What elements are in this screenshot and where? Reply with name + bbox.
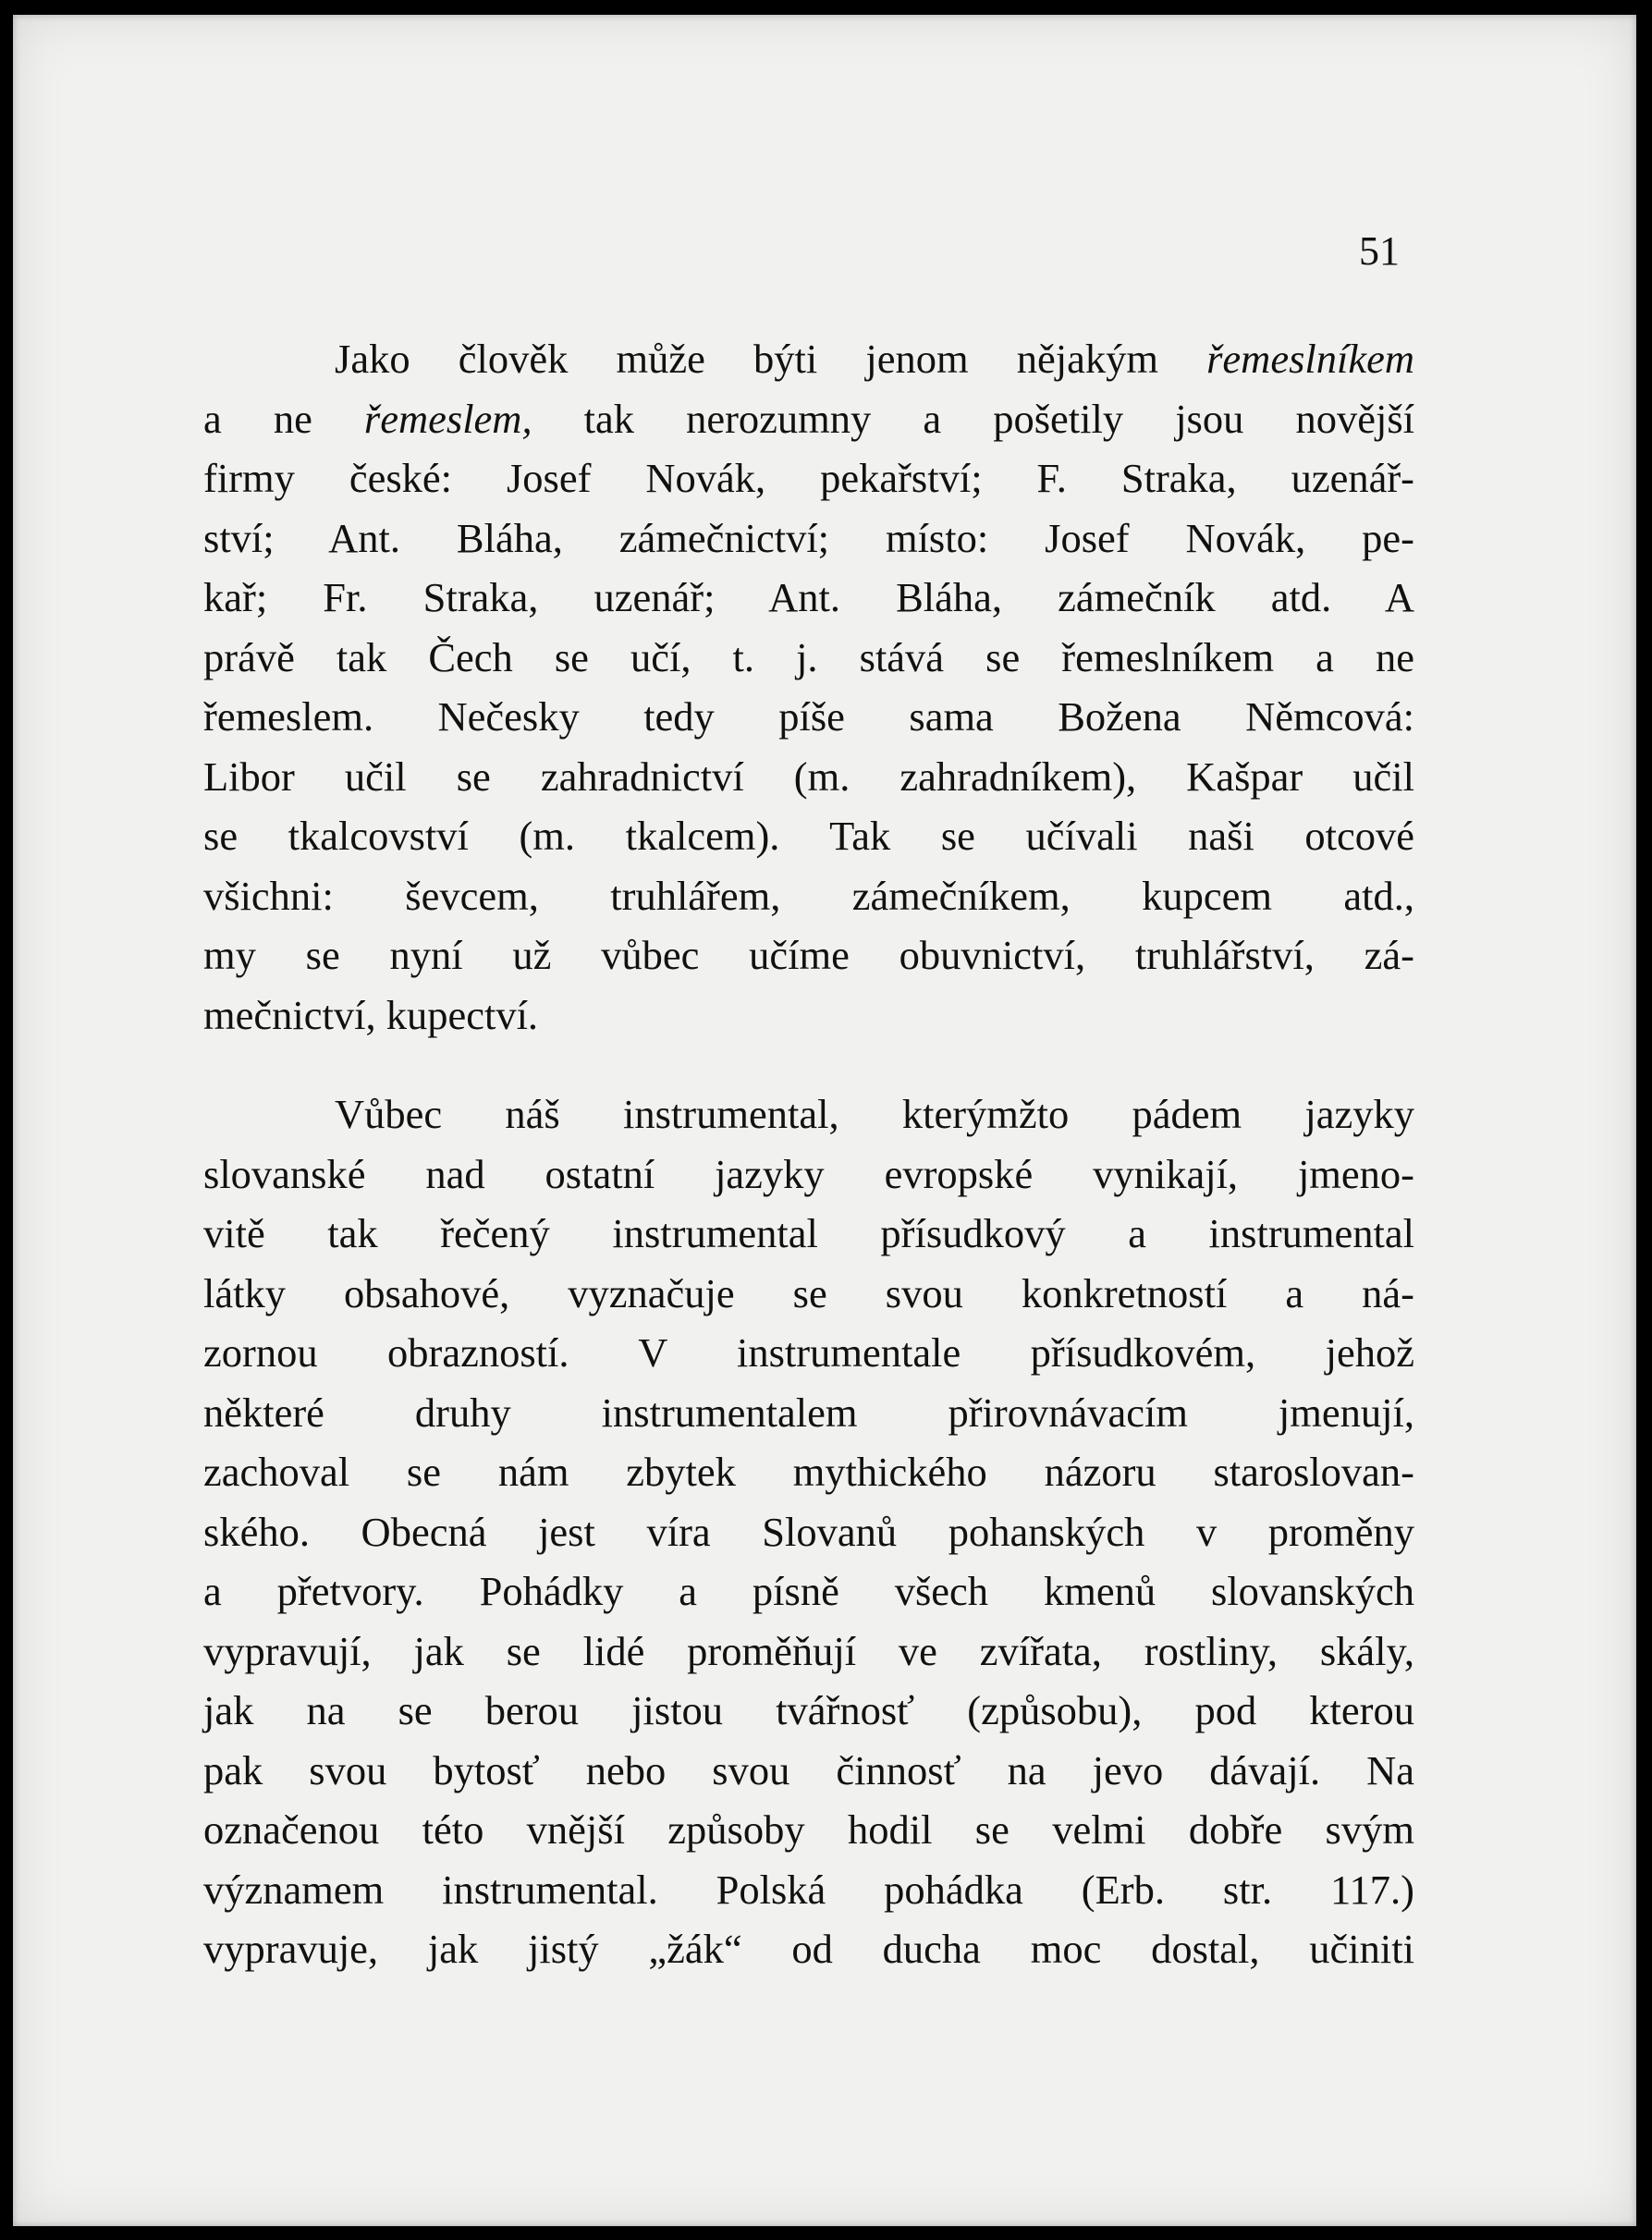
text-line: vypravují, jak se lidé proměňují ve zvířata, rostliny, skály, <box>203 1627 1414 1674</box>
text-line: ství; Ant. Bláha, zámečnictví; místo: Josef Novák, pe- <box>203 514 1414 561</box>
text-line: Jako člověk může býti jenom nějakým řemeslníkem <box>335 336 1414 382</box>
text-line: a ne řemeslem, tak nerozumny a pošetily jsou novější <box>203 395 1414 442</box>
text-line: a přetvory. Pohádky a písně všech kmenů slovanských <box>203 1568 1414 1614</box>
text-line: pak svou bytosť nebo svou činnosť na jevo dávají. Na <box>203 1746 1414 1793</box>
text-line: zornou obrazností. V instrumentale přísudkovém, jehož <box>203 1329 1414 1376</box>
text-line: mečnictví, kupectví. <box>203 991 539 1038</box>
text-line: Libor učil se zahradnictví (m. zahradníkem), Kašpar učil <box>203 753 1414 800</box>
text-line: látky obsahové, vyznačuje se svou konkretností a ná- <box>203 1269 1414 1316</box>
book-page <box>13 15 1636 2226</box>
text-line: významem instrumental. Polská pohádka (Erb. str. 117.) <box>203 1866 1414 1913</box>
text-line: vitě tak řečený instrumental přísudkový a instrumental <box>203 1210 1414 1256</box>
text-line: se tkalcovství (m. tkalcem). Tak se učívali naši otcové <box>203 813 1414 859</box>
text-line: řemeslem. Nečesky tedy píše sama Božena Němcová: <box>203 693 1414 740</box>
scan-edge-mark <box>0 2043 13 2060</box>
text-line: ského. Obecná jest víra Slovanů pohanských v proměny <box>203 1508 1414 1555</box>
scan-edge-mark <box>0 518 13 534</box>
page-number: 51 <box>1359 228 1400 274</box>
text-line: firmy české: Josef Novák, pekařství; F. Straka, uzenář- <box>203 455 1414 501</box>
text-line: označenou této vnější způsoby hodil se velmi dobře svým <box>203 1806 1414 1853</box>
paragraph-1 <box>203 329 1414 1045</box>
paragraph-2 <box>203 1084 1414 1979</box>
text-line: Vůbec náš instrumental, kterýmžto pádem jazyky <box>335 1091 1414 1137</box>
text-line: zachoval se nám zbytek mythického názoru staroslovan- <box>203 1449 1414 1495</box>
text-line: slovanské nad ostatní jazyky evropské vynikají, jmeno- <box>203 1150 1414 1197</box>
scan-edge-mark <box>0 1072 13 1089</box>
text-line: právě tak Čech se učí, t. j. stává se řemeslníkem a ne <box>203 633 1414 680</box>
text-line: my se nyní už vůbec učíme obuvnictví, truhlářství, zá- <box>203 932 1414 978</box>
text-line: všichni: ševcem, truhlářem, zámečníkem, kupcem atd., <box>203 872 1414 919</box>
text-line: kař; Fr. Straka, uzenář; Ant. Bláha, zámečník atd. A <box>203 574 1414 620</box>
text-line: vypravuje, jak jistý „žák“ od ducha moc dostal, učiniti <box>203 1926 1414 1972</box>
text-line: některé druhy instrumentalem přirovnávacím jmenují, <box>203 1389 1414 1436</box>
text-line: jak na se berou jistou tvářnosť (způsobu), pod kterou <box>203 1687 1414 1733</box>
